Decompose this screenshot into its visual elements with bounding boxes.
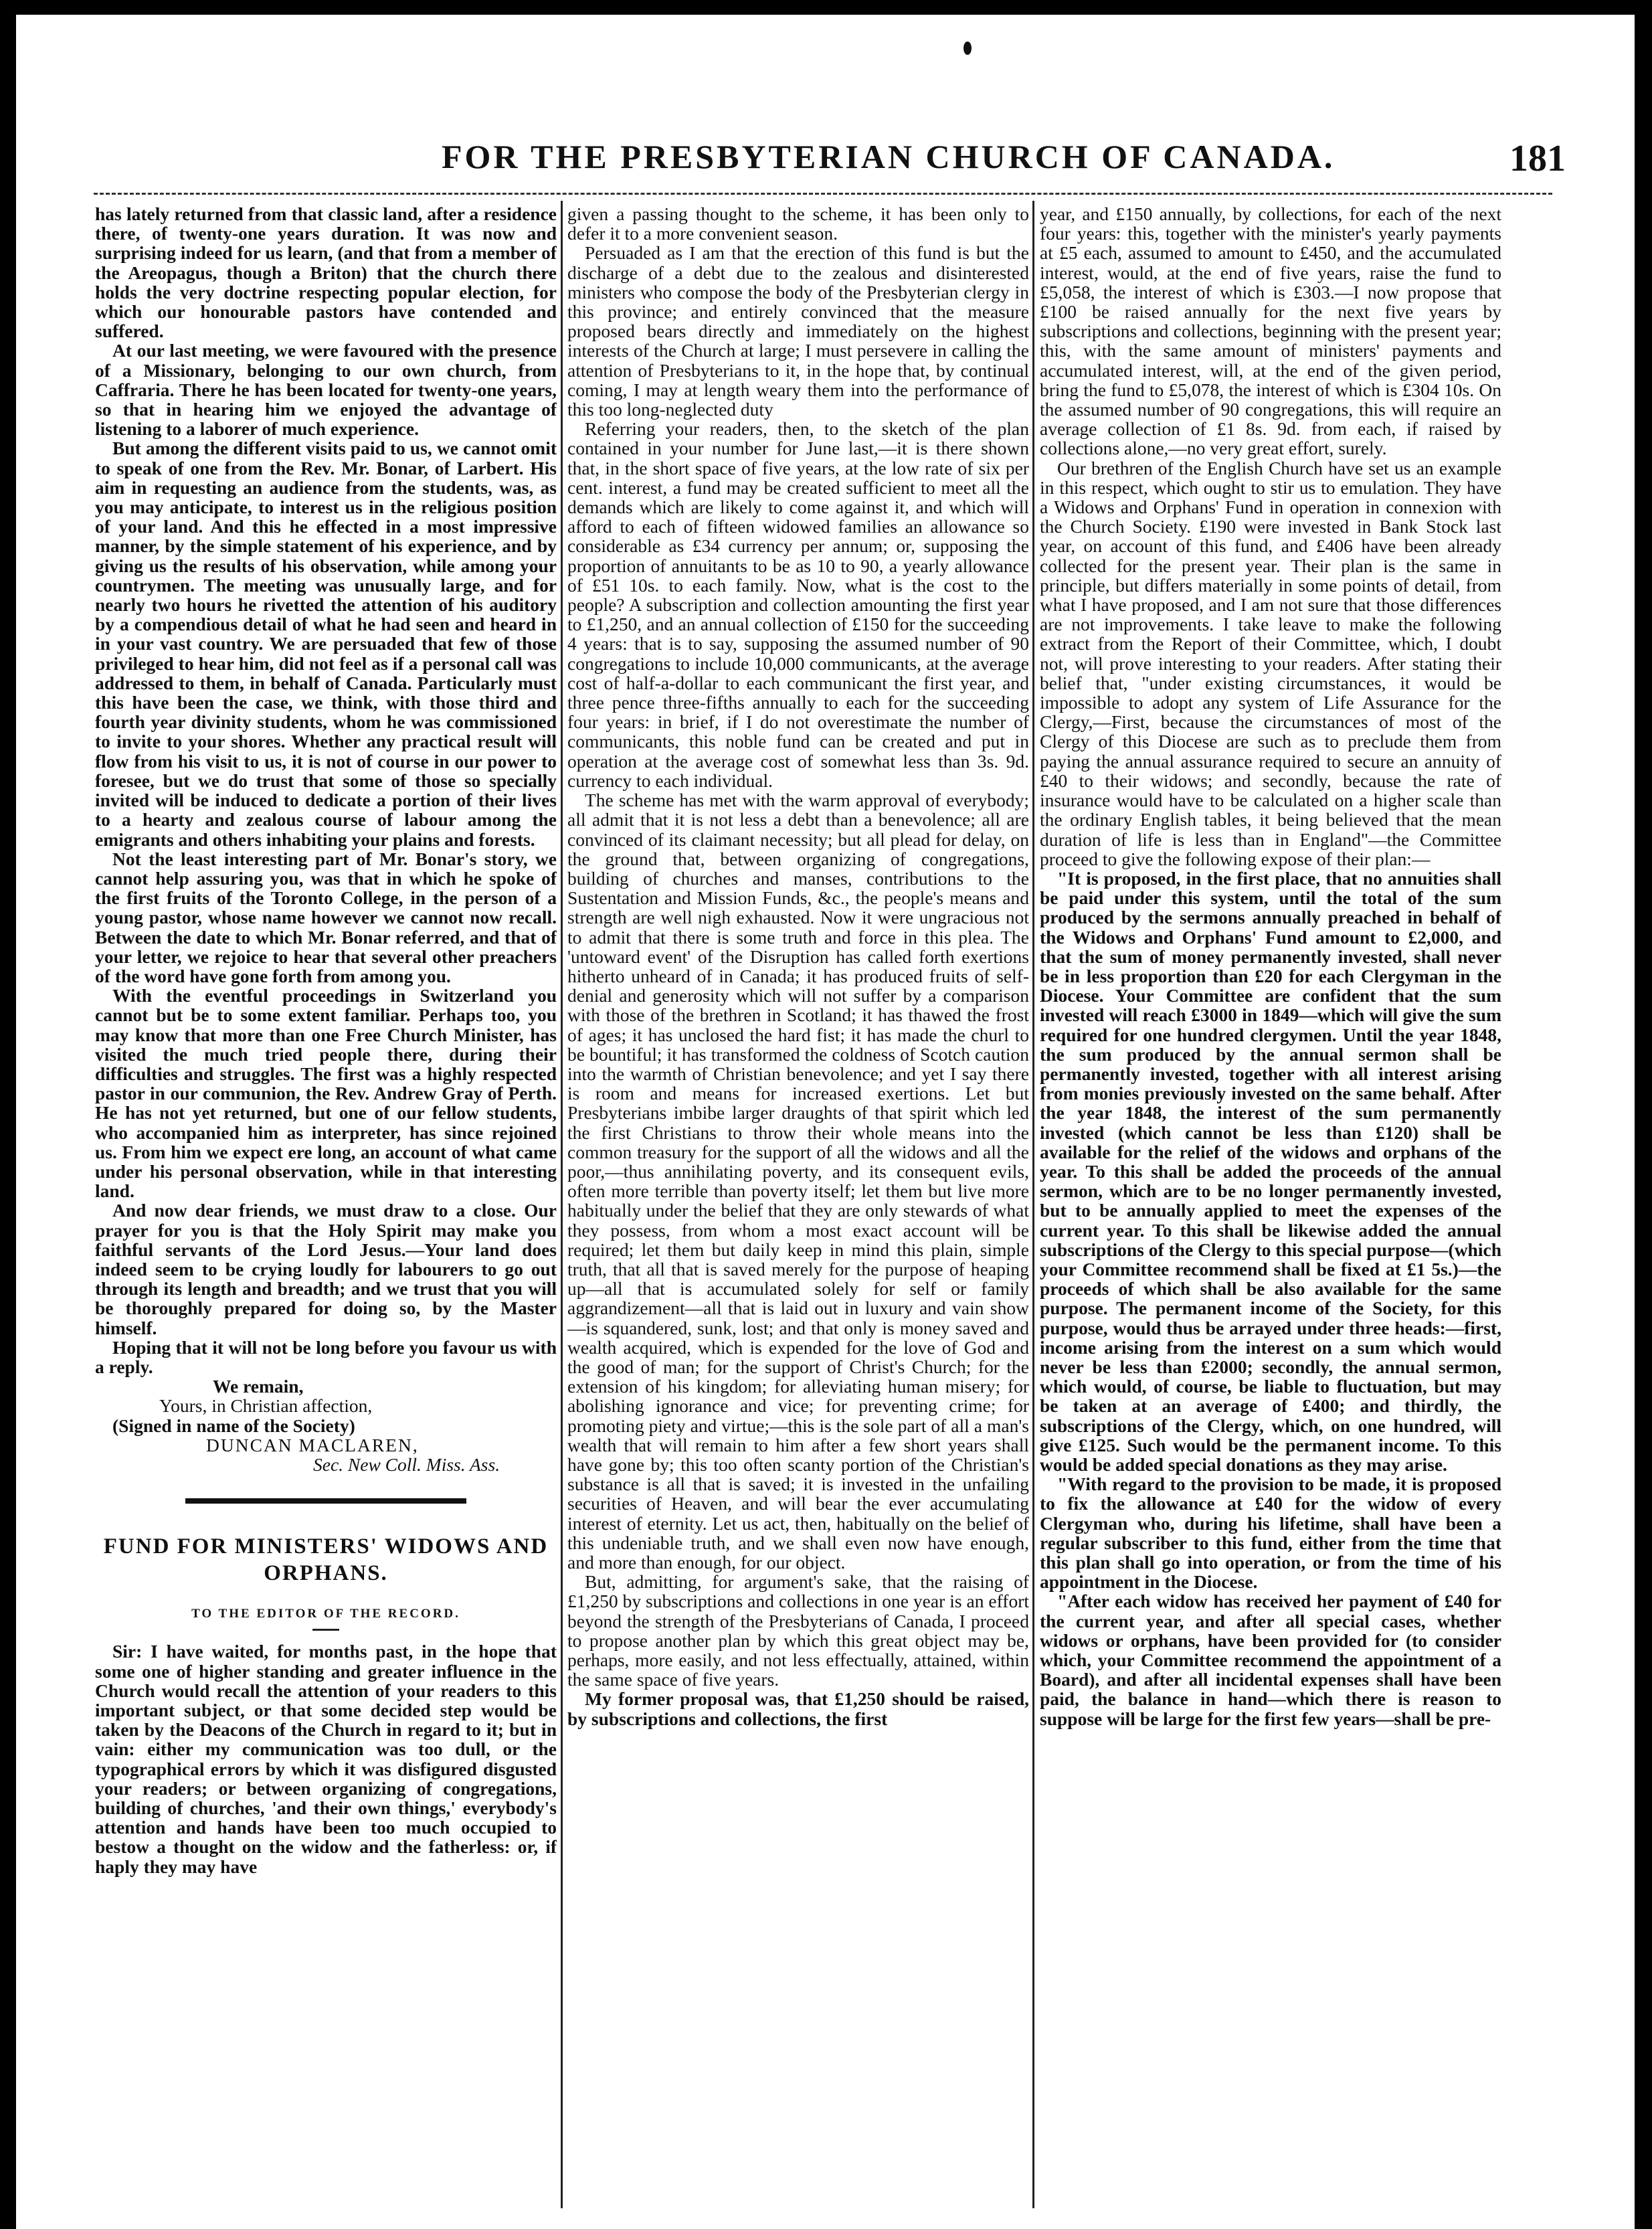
paragraph: Persuaded as I am that the erection of this fund is but the discharge of a debt due to the zealous and disinterested ministers who compose the body of the Presbyterian clergy in this province; and entirely convinced that the measure proposed bears directly and immediately on the highest interests of the Church at large; I must persevere in calling the attention of Presbyterians to it, in the hope that, by continual coming, I may at length weary them into the performance of this too long-neglected duty <box>567 242 1029 420</box>
paragraph: With the eventful proceedings in Switzerland you cannot but be to some extent familiar. Perhaps too, you may know that more than one Free Church Minister, has visited the much tried people there, during their difficulties and struggles. The first was a highly respected pastor in our communion, the Rev. Andrew Gray of Perth. He has not yet returned, but one of our fellow students, who accompanied him as interpreter, has since rejoined us. From him we expect ere long, an account of what came under his personal observation, while in that interesting land. <box>95 985 557 1202</box>
paragraph: My former proposal was, that £1,250 should be raised, by subscriptions and collections, the first <box>567 1688 1029 1729</box>
paragraph: "After each widow has received her payment of £40 for the current year, and after all special cases, whether widows or orphans, have been provided for (to consider which, your Committee recommend the appointment of a Board), and after all incidental expenses shall have been paid, the balance in hand—which there is reason to suppose will be large for the first few years—shall be pre- <box>1040 1591 1501 1729</box>
paragraph: "With regard to the provision to be made, it is proposed to fix the allowance at £40 for the widow of every Clergyman who, during his lifetime, shall have been a regular subscriber to this fund, either from the time that this plan shall go into operation, or from the time of his appointment in the Diocese. <box>1040 1474 1501 1593</box>
article-title: FUND FOR MINISTERS' WIDOWS AND ORPHANS. <box>103 1534 549 1586</box>
paragraph: Hoping that it will not be long before you favour us with a reply. <box>95 1336 557 1377</box>
column-3 <box>1040 204 1501 2205</box>
running-title: FOR THE PRESBYTERIAN CHURCH OF CANADA. <box>442 138 1336 175</box>
paragraph: Not the least interesting part of Mr. Bonar's story, we cannot help assuring you, was that in which he spoke of the first fruits of the Toronto College, in the person of a young pastor, whose name however we cannot now recall. Between the date to which Mr. Bonar referred, and that of your letter, we rejoice to hear that several other preachers of the word have gone forth from among you. <box>95 848 557 986</box>
quoted-extract <box>1040 869 1501 1728</box>
paragraph: And now dear friends, we must draw to a close. Our prayer for you is that the Holy Spirit may make you faithful servants of the Lord Jesus.—Your land does indeed seem to be crying loudly for labourers to go out through its length and breadth; and we trust that you will be thoroughly prepared for doing so, by the Master himself. <box>95 1200 557 1338</box>
paragraph: Our brethren of the English Church have set us an example in this respect, which ought to stir us to emulation. They have a Widows and Orphans' Fund in operation in connexion with the Church Society. £190 were invested in Bank Stock last year, on account of this fund, and £406 have been already collected for the present year. Their plan is the same in principle, but differs materially in some points of detail, from what I have proposed, and I am not sure that those differences are not improvements. I take leave to make the following extract from the Report of their Committee, which, I doubt not, will prove interesting to your readers. After stating their belief that, "under existing circumstances, it would be impossible to adopt any system of Life Assurance for the Clergy,—First, because the circumstances of most of the Clergy of this Diocese are such as to preclude them from paying the annual assurance required to secure an annuity of £40 to their widows; and secondly, because the rate of insurance would have to be calculated on a higher scale than the ordinary English tables, it being believed that the mean duration of life is less than in England"—the Committee proceed to give the following expose of their plan:— <box>1040 457 1501 869</box>
page-number: 181 <box>1509 138 1566 179</box>
signature-office: Sec. New Coll. Miss. Ass. <box>313 1454 500 1475</box>
column-1 <box>95 204 557 2205</box>
scan-border-top <box>0 0 1652 15</box>
paragraph: Referring your readers, then, to the sketch of the plan contained in your number for June last,—it is there shown that, in the short space of five years, at the low rate of six per cent. interest, a fund may be created sufficient to meet all the demands which are likely to come against it, and which will afford to each of fifteen widowed families an allowance so considerable as £34 currency per annum; or, supposing the proportion of annuitants to be as 10 to 90, a yearly allowance of £51 10s. to each family. Now, what is the cost to the people? A subscription and collection amounting the first year to £1,250, and an annual collection of £150 for the succeeding 4 years: that is to say, supposing the assumed number of 90 congregations to include 10,000 communicants, at the average cost of half-a-dollar to each communicant the first year, and three pence three-fifths annually to each for the succeeding four years: in brief, if I do not overestimate the number of communicants, this noble fund can be created and put in operation at the average cost of somewhat less than 3s. 9d. currency to each individual. <box>567 418 1029 791</box>
signature-line: We remain, <box>213 1376 304 1397</box>
section-separator <box>185 1498 466 1504</box>
paragraph: year, and £150 annually, by collections, for each of the next four years: this, together with the minister's yearly payments at £5 each, assumed to amount to £450, and the accumulated interest, would, at the end of five years, raise the fund to £5,058, the interest of which is £303.—I now propose that £100 be raised annually for the next five years by subscriptions and collections, beginning with the present year; this, with the same amount of ministers' payments and accumulated interest, will, at the end of the given period, bring the fund to £5,078, the interest of which is £304 10s. On the assumed number of 90 congregations, this will require an average collection of £1 8s. 9d. from each, if raised by collections alone,—no very great effort, surely. <box>1040 204 1501 459</box>
scan-border-right <box>1635 0 1652 2229</box>
paragraph: has lately returned from that classic land, after a residence there, of twenty-one years duration. It was now and surprising indeed for us learn, (and that from a member of the Areopagus, though a Briton) that the church there holds the very doctrine respecting popular election, for which our honourable pastors have contended and suffered. <box>95 204 557 342</box>
signature-name: DUNCAN MACLAREN, <box>206 1434 419 1455</box>
article-subheading: TO THE EDITOR OF THE RECORD. <box>191 1607 460 1621</box>
column-rule <box>561 201 563 2208</box>
paragraph: The scheme has met with the warm approval of everybody; all admit that it is not less a debt than a benevolence; all are convinced of its claimant necessity; but all plead for delay, on the ground that, between organizing of congregations, building of churches and manses, contributions to the Sustentation and Mission Funds, &c., the people's means and strength are well nigh exhausted. Now it were ungracious not to admit that there is some truth and force in this plea. The 'untoward event' of the Disruption has called forth exertions hitherto unheard of in Canada; it has produced fruits of self-denial and generosity which will not suffer by a comparison with those of the brethren in Scotland; it has thawed the frost of ages; it has unclosed the hard fist; it has made the churl to be bountiful; it has transformed the coldness of Scotch caution into the warmth of Christian benevolence; and yet I say there is room and means for increased exertions. Let but Presbyterians imbibe larger draughts of that spirit which led the first Christians to throw their whole means into the common treasury for the support of all the widows and all the poor,—thus annihilating poverty, and its consequent evils, often more terrible than poverty itself; let them but live more habitually under the belief that they are only stewards of what they possess, from whom a most exact account will be required; let them but daily keep in mind this plain, simple truth, that all that is saved merely for the purpose of heaping up—all that is accumulated solely for self or family aggrandizement—all that is laid out in luxury and vain show—is squandered, sunk, lost; and that only is money saved and wealth acquired, which is expended for the love of God and the good of man; for the support of Christ's Church; for the extension of his kingdom; for alleviating human misery; for abolishing ignorance and vice; for preventing crime; for promoting piety and virtue;—this is the sole part of all a man's wealth that will remain to him after a few short years shall have gone by; this too often scanty portion of the Christian's substance is all that is saved; it is invested in the unfailing securities of Heaven, and will bear the ever accumulating interest of eternity. Let us act, then, habitually on the belief of this undeniable truth, and we shall even now have enough, and more than enough, for our object. <box>567 790 1029 1573</box>
paragraph: At our last meeting, we were favoured with the presence of a Missionary, belonging to our own church, from Caffraria. There he has been located for twenty-one years, so that in hearing him we enjoyed the advantage of listening to a laborer of much experience. <box>95 340 557 440</box>
paragraph: "It is proposed, in the first place, that no annuities shall be paid under this system, until the total of the sum produced by the sermons annually preached in behalf of the Widows and Orphans' Fund amount to £2,000, and that the sum of money permanently invested, shall never be in less proportion than £20 for each Clergyman in the Diocese. Your Committee are confident that the sum invested will reach £3000 in 1849—which will give the sum required for one hundred clergymen. Until the year 1848, the sum produced by the annual sermon shall be permanently invested, together with all interest arising from monies previously invested on the same behalf. After the year 1848, the interest of the sum permanently invested (which cannot be less than £120) shall be available for the relief of the widows and orphans of the year. To this shall be added the proceeds of the annual sermon, which are to be no longer permanently invested, but to be annually applied to meet the expenses of the current year. To this shall be likewise added the annual subscriptions of the Clergy to this special purpose—(which your Committee recommend shall be fixed at £1 5s.)—the proceeds of which shall be also available for the same purpose. The permanent income of the Society, for this purpose, would thus be arrayed under three heads:—first, income arising from the interest on a sum which would never be less than £2000; secondly, the annual sermon, which would, of course, be liable to fluctuation, but may be taken at an average of £400; and thirdly, the subscriptions of the Clergy, which, on one hundred, will give £125. Such would be the permanent income. To this would be added special donations as they may arise. <box>1040 867 1501 1475</box>
column-rule <box>1032 201 1034 2208</box>
paragraph: Sir: I have waited, for months past, in the hope that some one of higher standing and greater influence in the Church would recall the attention of your readers to this important subject, or that some decided step would be taken by the Deacons of the Church in regard to it; but in vain: either my communication was too dull, or the typographical errors by which it was disfigured disgusted your readers; or between organizing of congregations, building of churches, 'and their own things,' everybody's attention and hands have been too much occupied to bestow a thought on the widow and the fatherless: or, if haply they may have <box>95 1641 557 1877</box>
ink-mark <box>963 41 972 55</box>
signature-line: (Signed in name of the Society) <box>112 1415 355 1436</box>
signature-line: Yours, in Christian affection, <box>159 1395 373 1417</box>
short-rule <box>312 1629 339 1631</box>
running-head <box>94 137 1566 184</box>
paragraph: given a passing thought to the scheme, it has been only to defer it to a more convenient season. <box>567 204 1029 244</box>
paragraph: But, admitting, for argument's sake, that the raising of £1,250 by subscriptions and collections in one year is an effort beyond the strength of the Presbyterians of Canada, I proceed to propose another plan by which this great object may be, perhaps, more easily, and not less effectually, attained, within the same space of five years. <box>567 1571 1029 1690</box>
paragraph: But among the different visits paid to us, we cannot omit to speak of one from the Rev. Mr. Bonar, of Larbert. His aim in requesting an audience from the students, was, as you may anticipate, to interest us in the religious position of your land. And this he effected in a most impressive manner, by the simple statement of his experience, and by giving us the results of his observation, while among your countrymen. The meeting was unusually large, and for nearly two hours he rivetted the attention of his auditory by a compendious detail of what he had seen and heard in in your vast country. We are persuaded that few of those privileged to hear him, did not feel as if a personal call was addressed to them, in behalf of Canada. Particularly must this have been the case, we think, with those third and fourth year divinity students, whom he was commissioned to invite to your shores. Whether any practical result will flow from his visit to us, it is not of course in our power to foresee, but we do trust that some of those so specially invited will be induced to dedicate a portion of their lives to a hearty and zealous course of labour among the emigrants and others inhabiting your plains and forests. <box>95 438 557 850</box>
header-rule <box>94 193 1552 197</box>
scan-border-left <box>0 0 16 2229</box>
column-2 <box>567 204 1029 2205</box>
